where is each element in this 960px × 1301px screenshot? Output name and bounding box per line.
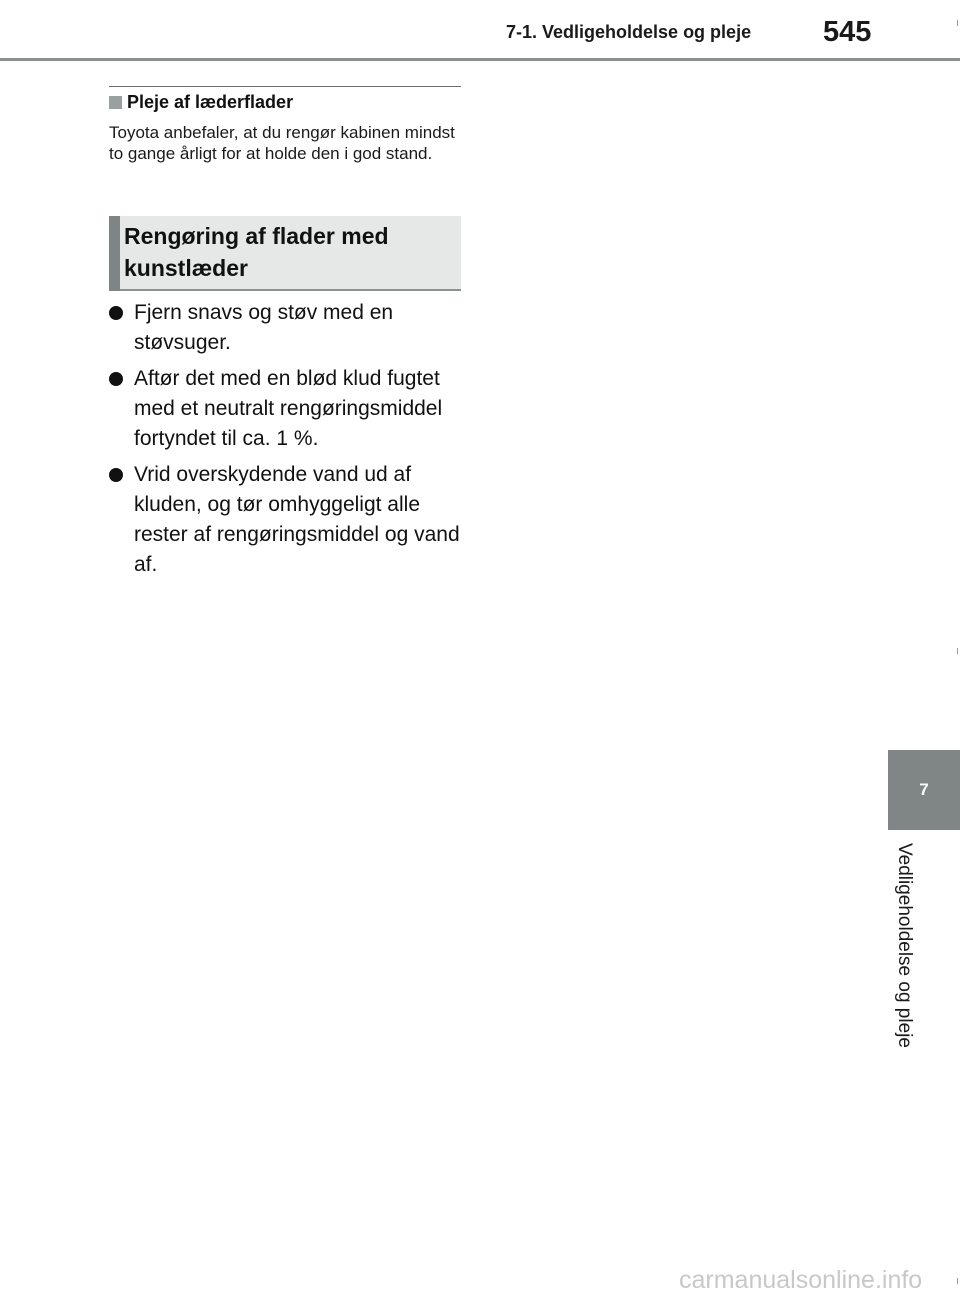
intro-paragraph: Toyota anbefaler, at du rengør kabinen mindst to gange årligt for at holde den i god stand. — [109, 123, 455, 163]
chapter-tab — [888, 750, 960, 830]
header-divider — [0, 58, 960, 61]
section-heading-box — [109, 216, 461, 291]
list-item — [109, 298, 469, 358]
crop-mark-middle — [957, 648, 958, 654]
subsection-heading — [109, 92, 293, 113]
square-bullet-icon — [109, 96, 122, 109]
bullet-dot-icon — [109, 372, 123, 386]
list-item-text: Fjern snavs og støv med en støvsuger. — [134, 301, 394, 354]
list-item-text: Vrid overskydende vand ud af kluden, og tør omhyggeligt alle rester af rengøringsmiddel og vand af. — [134, 463, 460, 576]
chapter-label: Vedligeholdelse og pleje — [894, 843, 915, 1048]
instruction-list — [109, 298, 469, 586]
list-item-text: Aftør det med en blød klud fugtet med et neutralt rengøringsmiddel fortyndet til ca. 1 %. — [134, 367, 443, 450]
page-number: 545 — [823, 16, 872, 48]
list-item — [109, 364, 469, 454]
subsection-divider — [109, 86, 461, 87]
chapter-number: 7 — [919, 780, 929, 799]
subsection-title: Pleje af læderflader — [127, 92, 294, 112]
section-title-heading: Rengøring af flader med kunstlæder — [124, 223, 389, 281]
list-item — [109, 460, 469, 580]
bullet-dot-icon — [109, 306, 123, 320]
crop-mark-top — [957, 20, 958, 26]
section-title: 7-1. Vedligeholdelse og pleje — [506, 22, 752, 42]
bullet-dot-icon — [109, 468, 123, 482]
crop-mark-bottom — [957, 1278, 958, 1284]
watermark: carmanualsonline.info — [679, 1266, 923, 1294]
heading-accent-bar — [109, 216, 120, 291]
